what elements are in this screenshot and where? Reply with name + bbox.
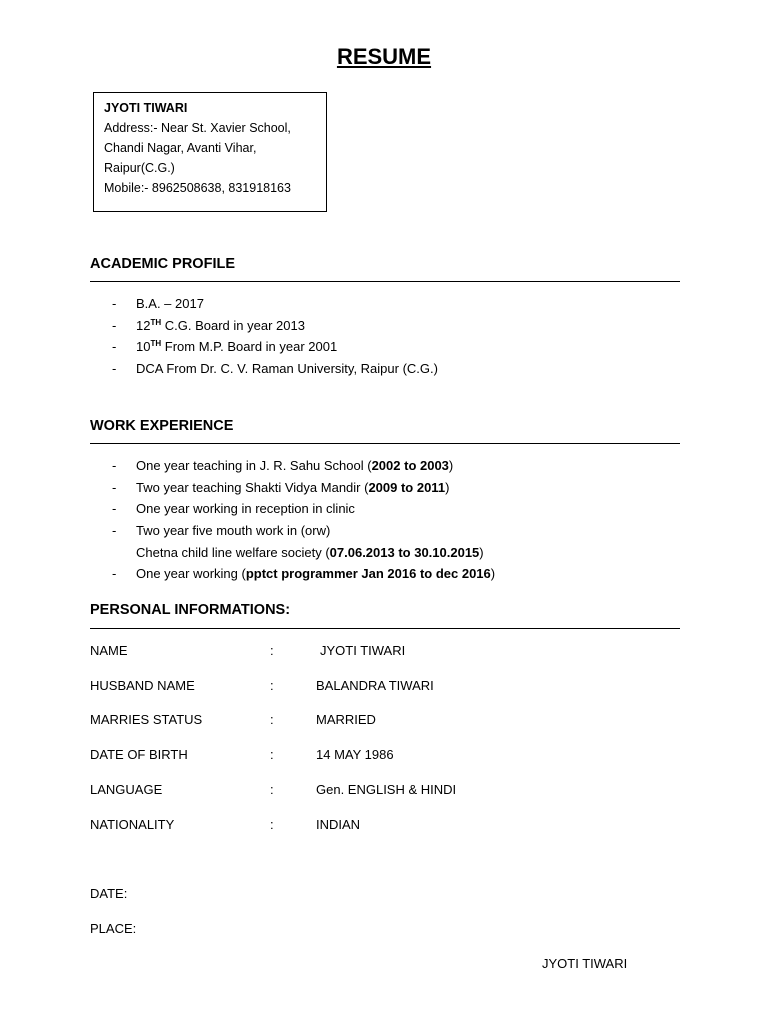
work-item-close: ): [445, 479, 450, 495]
info-value: JYOTI TIWARI: [320, 643, 406, 658]
page-title: RESUME: [336, 44, 432, 69]
info-separator: :: [270, 712, 274, 727]
list-item: [112, 477, 495, 499]
list-dash: -: [112, 296, 117, 311]
work-item-close: ): [479, 544, 484, 560]
info-separator: :: [270, 678, 274, 693]
signature-name: JYOTI TIWARI: [542, 956, 628, 971]
list-dash: -: [112, 458, 117, 473]
info-label: NATIONALITY: [90, 817, 175, 832]
list-dash: -: [112, 317, 117, 333]
contact-address-line-1: Address:- Near St. Xavier School,: [104, 121, 291, 135]
work-item-close: ): [448, 458, 454, 473]
info-value: MARRIED: [316, 712, 376, 727]
list-item: [112, 563, 495, 585]
contact-mobile: Mobile:- 8962508638, 831918163: [104, 181, 291, 195]
info-value: INDIAN: [316, 817, 361, 832]
date-label: DATE:: [90, 886, 128, 901]
list-item: [112, 293, 438, 315]
info-separator: :: [270, 817, 274, 832]
place-label: PLACE:: [90, 921, 137, 936]
info-label: NAME: [90, 643, 128, 658]
personal-heading: PERSONAL INFORMATIONS:: [90, 602, 291, 618]
list-dash: -: [112, 479, 117, 495]
work-item-dates: 07.06.2013 to 30.10.2015: [329, 544, 480, 560]
work-item-close: ): [490, 566, 496, 582]
list-dash: -: [112, 501, 117, 517]
list-item: [112, 336, 438, 358]
info-label: DATE OF BIRTH: [90, 747, 188, 762]
academic-item-detail: C.G. Board in year 2013: [161, 317, 305, 333]
contact-address-line-3: Raipur(C.G.): [104, 161, 175, 175]
academic-heading: ACADEMIC PROFILE: [90, 256, 235, 272]
work-item-dates: 2009 to 2011: [368, 479, 446, 495]
list-item: [112, 315, 438, 337]
list-item: [112, 455, 495, 477]
academic-item-grade: 12: [136, 317, 151, 333]
work-divider: [90, 443, 680, 444]
info-separator: :: [270, 643, 274, 658]
list-item: [112, 520, 495, 542]
work-item-text: Chetna child line welfare society (: [136, 544, 330, 560]
academic-item-text: DCA From Dr. C. V. Raman University, Raipur (C.G.): [136, 361, 438, 377]
list-item: [112, 498, 495, 520]
list-dash: -: [112, 566, 117, 582]
work-item-text: One year teaching in J. R. Sahu School (: [136, 458, 372, 473]
contact-name: JYOTI TIWARI: [104, 101, 188, 115]
list-dash: -: [112, 523, 117, 539]
list-dash: -: [112, 361, 117, 377]
academic-item-sup: TH: [150, 339, 162, 349]
list-dash: -: [112, 339, 117, 355]
info-label: LANGUAGE: [90, 782, 163, 797]
work-heading: WORK EXPERIENCE: [90, 418, 234, 434]
info-separator: :: [270, 782, 274, 797]
info-value: BALANDRA TIWARI: [316, 678, 434, 693]
info-label: HUSBAND NAME: [90, 678, 195, 693]
info-label: MARRIES STATUS: [90, 712, 203, 727]
academic-item-detail: From M.P. Board in year 2001: [161, 339, 338, 355]
work-item-dates: 2002 to 2003: [371, 458, 449, 473]
academic-list: [112, 293, 438, 380]
info-separator: :: [270, 747, 274, 762]
work-item-dates: pptct programmer Jan 2016 to dec 2016: [245, 566, 491, 582]
work-item-text: Two year teaching Shakti Vidya Mandir (: [136, 479, 369, 495]
academic-item-text: B.A. – 2017: [136, 296, 204, 311]
work-list: [112, 455, 495, 585]
work-item-text: One year working (: [136, 566, 246, 582]
academic-item-grade: 10: [136, 339, 151, 355]
contact-address-line-2: Chandi Nagar, Avanti Vihar,: [104, 141, 257, 155]
list-item-continuation: [112, 542, 495, 564]
work-item-text: Two year five mouth work in (orw): [136, 523, 331, 539]
info-value: 14 MAY 1986: [316, 747, 394, 762]
list-item: [112, 358, 438, 380]
contact-box: [93, 92, 327, 212]
info-value: Gen. ENGLISH & HINDI: [316, 782, 457, 797]
academic-divider: [90, 281, 680, 282]
personal-divider: [90, 628, 680, 629]
academic-item-sup: TH: [150, 317, 162, 327]
work-item-text: One year working in reception in clinic: [136, 501, 355, 517]
